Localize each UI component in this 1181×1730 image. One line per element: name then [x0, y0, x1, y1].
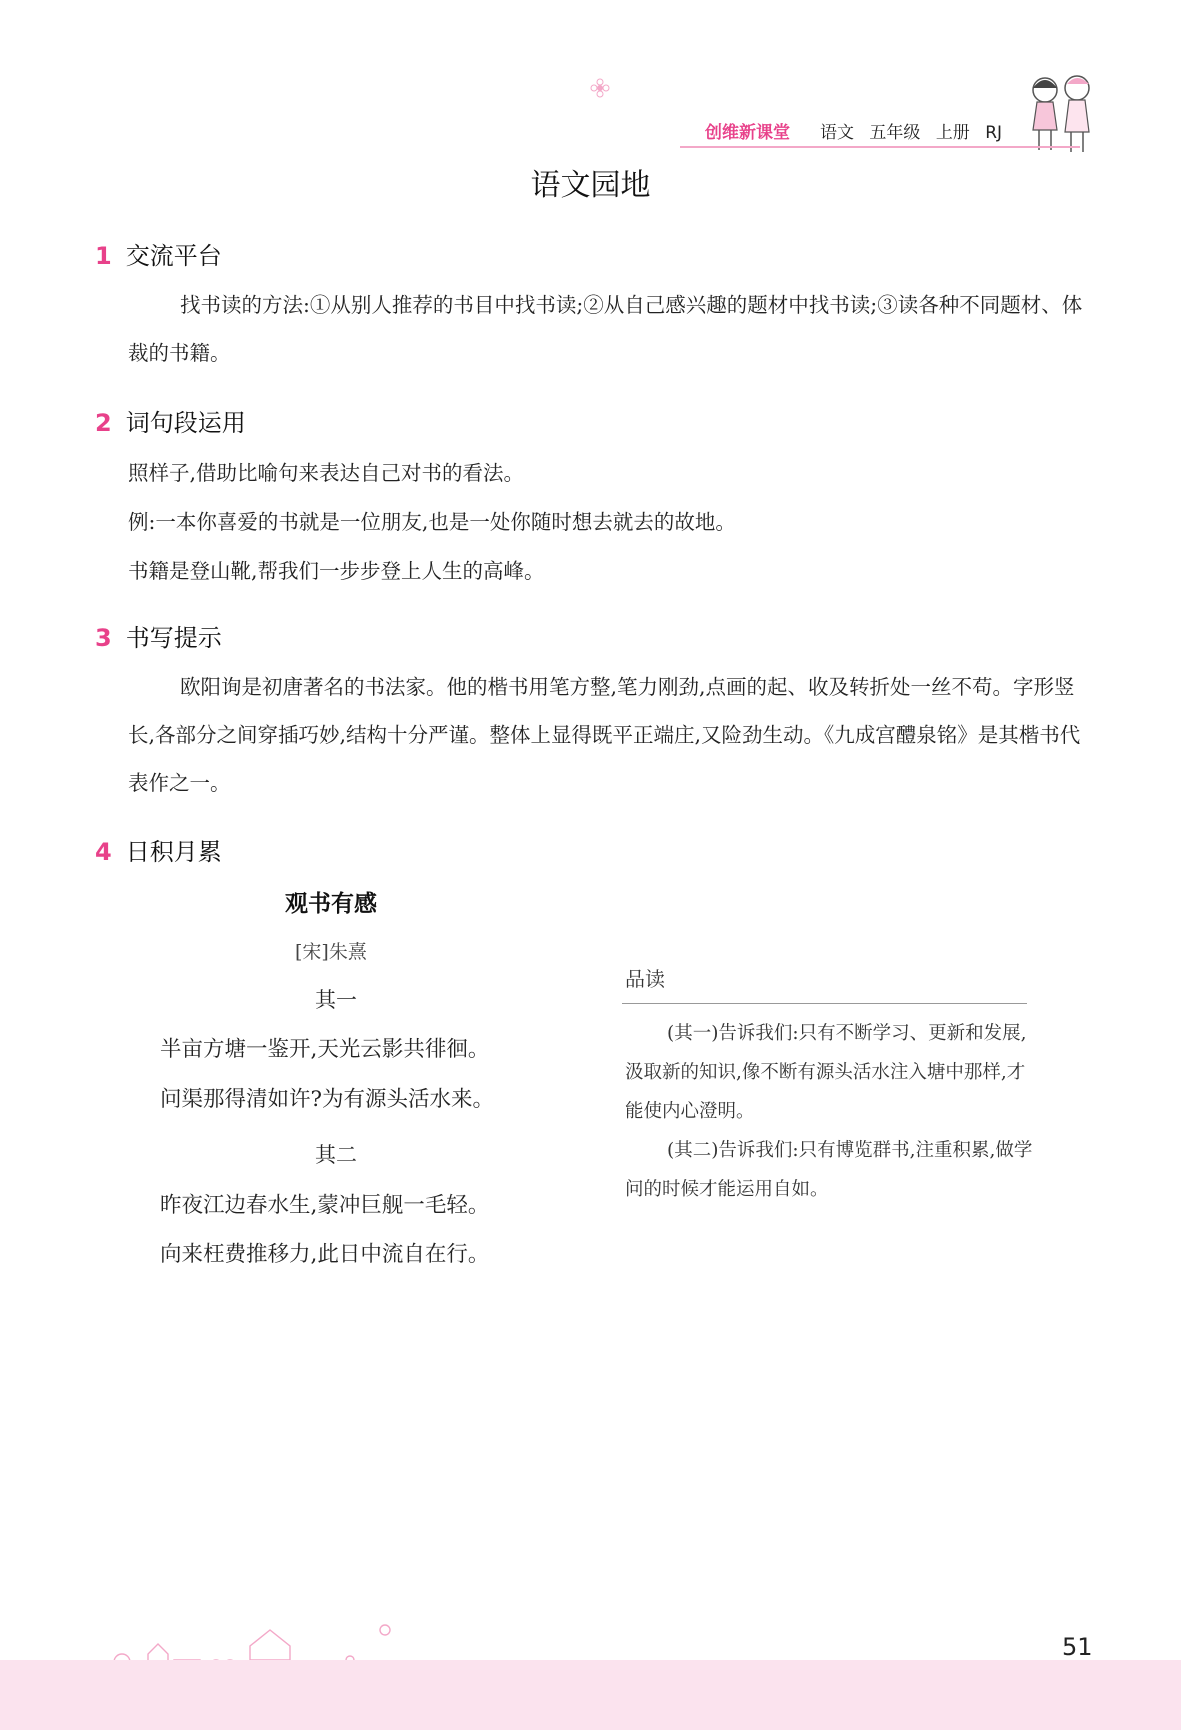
subject: 语文	[820, 123, 854, 143]
page-title: 语文园地	[530, 168, 651, 203]
poem-line: 向来枉费推移力,此日中流自在行。	[160, 1242, 490, 1267]
pindu-heading: 品读	[625, 967, 665, 991]
page-header	[620, 70, 1090, 160]
poem-author: [宋]朱熹	[295, 941, 367, 963]
grade: 五年级	[869, 123, 921, 143]
poem-part-1-label: 其一	[315, 988, 357, 1012]
footer-band	[0, 1660, 1181, 1730]
poem-part-2-label: 其二	[315, 1143, 357, 1167]
edition: RJ	[985, 123, 1003, 143]
section-1-heading: 1 交流平台	[95, 242, 222, 270]
section-2-instruction: 照样子,借助比喻句来表达自己对书的看法。	[128, 461, 525, 485]
section-3-text: 欧阳询是初唐著名的书法家。他的楷书用笔方整,笔力刚劲,点画的起、收及转折处一丝不苟。字形竖长,各部分之间穿插巧妙,结构十分严谨。整体上显得既平正端庄,又险劲生动。《九成宫醴泉铭》是其楷书代表作之一。	[128, 675, 1081, 795]
section-1-text: 找书读的方法:①从别人推荐的书目中找书读;②从自己感兴趣的题材中找书读;③读各种不同题材、体裁的书籍。	[128, 293, 1083, 365]
poem-line: 半亩方塘一鉴开,天光云影共徘徊。	[160, 1037, 490, 1062]
header-divider	[680, 146, 1080, 148]
pindu-text-2: (其二)告诉我们:只有博览群书,注重积累,做学问的时候才能运用自如。	[625, 1140, 1033, 1200]
pindu-text-1: (其一)告诉我们:只有不断学习、更新和发展,汲取新的知识,像不断有源头活水注入塘中那样,才能使内心澄明。	[625, 1023, 1027, 1122]
page-number: 51	[1062, 1633, 1093, 1661]
section-2-heading: 2 词句段运用	[95, 409, 246, 437]
section-3-heading: 3 书写提示	[95, 624, 222, 652]
section-2-answer: 书籍是登山靴,帮我们一步步登上人生的高峰。	[128, 559, 545, 583]
book-meta	[820, 118, 1012, 143]
section-4-heading: 4 日积月累	[95, 838, 222, 866]
section-2-example: 例:一本你喜爱的书就是一位朋友,也是一处你随时想去就去的故地。	[128, 510, 736, 534]
volume: 上册	[935, 123, 970, 143]
poem-line: 问渠那得清如许?为有源头活水来。	[160, 1087, 495, 1112]
poem-line: 昨夜江边春水生,蒙冲巨舰一毛轻。	[160, 1193, 490, 1218]
poem-title: 观书有感	[285, 891, 377, 917]
series-brand: 创维新课堂	[705, 123, 790, 143]
flower-icon	[590, 78, 610, 98]
pindu-divider	[622, 1003, 1027, 1004]
